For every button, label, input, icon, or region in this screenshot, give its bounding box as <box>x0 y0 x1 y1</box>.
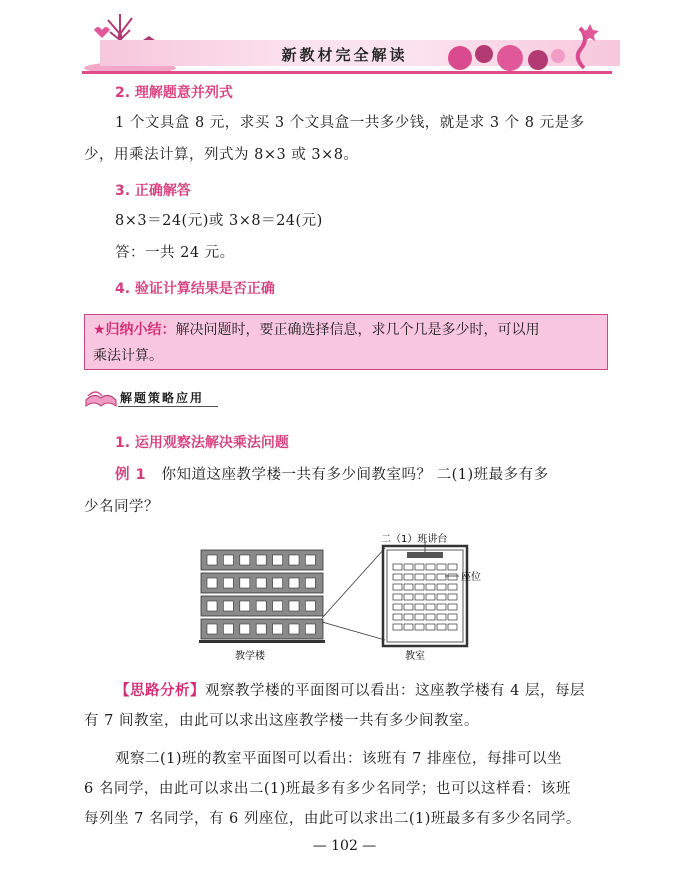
seat <box>448 604 457 610</box>
school-figure <box>195 528 495 664</box>
header-title: 新教材完全解读 <box>281 46 408 64</box>
classroom-diagram <box>383 546 467 646</box>
classroom-window <box>240 624 250 634</box>
classroom-window <box>289 555 299 565</box>
classroom-window <box>207 601 217 611</box>
seat <box>437 624 446 630</box>
classroom-window <box>273 601 283 611</box>
example-text: 你知道这座教学楼一共有多少间教室吗？ 二(1)班最多有多 <box>161 467 549 483</box>
seat <box>415 604 424 610</box>
classroom-window <box>256 601 266 611</box>
seat <box>404 584 413 590</box>
seat <box>393 594 402 600</box>
subsection-1-heading: 1. 运用观察法解决乘法问题 <box>115 435 289 451</box>
classroom-window <box>305 578 315 588</box>
seat <box>404 594 413 600</box>
callout-line-bottom <box>322 622 385 640</box>
classroom-window <box>240 601 250 611</box>
classroom-window <box>305 555 315 565</box>
seat <box>437 614 446 620</box>
summary-box <box>84 314 608 370</box>
section-2-line-1: 1 个文具盒 8 元，求买 3 个文具盒一共多少钱，就是求 3 个 8 元是多 <box>115 115 585 131</box>
classroom-window <box>273 578 283 588</box>
analysis-line-3: 观察二(1)班的教室平面图可以看出：该班有 7 排座位，每排可以坐 <box>115 751 562 767</box>
page-number: — 102 — <box>312 838 377 854</box>
seat <box>437 584 446 590</box>
podium-label: 二（1）班讲台 <box>381 534 448 545</box>
classroom-window <box>223 578 233 588</box>
seat <box>415 564 424 570</box>
classroom-window <box>223 601 233 611</box>
callout-line-top <box>322 548 385 618</box>
classroom-window <box>240 555 250 565</box>
section-4-heading: 4. 验证计算结果是否正确 <box>115 281 275 297</box>
seat <box>393 564 402 570</box>
building-diagram <box>199 550 325 643</box>
equation: 8×3＝24(元)或 3×8＝24(元) <box>115 213 323 229</box>
building-classroom-diagram <box>195 528 495 664</box>
answer: 答：一共 24 元。 <box>115 245 235 261</box>
classroom-window <box>273 624 283 634</box>
example-line-2: 少名同学？ <box>84 499 159 515</box>
bubbles-decoration-icon <box>440 18 610 72</box>
analysis-line-4: 6 名同学，由此可以求出二(1)班最多有多少名同学；也可以这样看：该班 <box>84 781 571 797</box>
classroom-window <box>207 555 217 565</box>
seat <box>404 604 413 610</box>
example-label: 例 1 <box>115 467 147 483</box>
podium <box>407 552 443 558</box>
page-header <box>0 0 689 80</box>
summary-line-1: 解决问题时，要正确选择信息，求几个几是多少时，可以用 <box>175 322 540 338</box>
section-2-line-2: 少，用乘法计算，列式为 8×3 或 3×8。 <box>84 147 359 163</box>
classroom-window <box>256 578 266 588</box>
classroom-window <box>256 624 266 634</box>
seat <box>415 584 424 590</box>
seat <box>437 574 446 580</box>
building-base <box>199 640 325 643</box>
classroom-window <box>289 601 299 611</box>
strategy-title: 解题策略应用 <box>120 391 205 405</box>
seat <box>437 594 446 600</box>
seat <box>426 594 435 600</box>
classroom-window <box>289 624 299 634</box>
classroom-window <box>240 578 250 588</box>
seat <box>448 624 457 630</box>
seat <box>415 614 424 620</box>
classroom-window <box>207 578 217 588</box>
seat <box>426 604 435 610</box>
classroom-window <box>305 601 315 611</box>
seat <box>426 624 435 630</box>
seat <box>393 574 402 580</box>
strategy-underline <box>118 406 218 407</box>
building-caption: 教学楼 <box>235 651 265 662</box>
summary-label: ★归纳小结： <box>93 322 176 338</box>
seat <box>404 574 413 580</box>
analysis-label: 【思路分析】 <box>115 683 205 699</box>
seat <box>437 604 446 610</box>
analysis-line-1 <box>115 676 585 706</box>
seat <box>448 584 457 590</box>
seat <box>448 614 457 620</box>
seat <box>426 574 435 580</box>
classroom-window <box>289 578 299 588</box>
seat <box>448 574 457 580</box>
seat <box>404 564 413 570</box>
seat <box>426 584 435 590</box>
classroom-window <box>305 624 315 634</box>
seat <box>404 614 413 620</box>
seat <box>448 564 457 570</box>
seat <box>415 574 424 580</box>
seat-label: 座位 <box>461 572 481 583</box>
seat <box>415 594 424 600</box>
classroom-window <box>256 555 266 565</box>
summary-line-2: 乘法计算。 <box>93 348 163 364</box>
seat <box>415 624 424 630</box>
classroom-window <box>207 624 217 634</box>
classroom-window <box>223 624 233 634</box>
seat <box>426 614 435 620</box>
classroom-window <box>273 555 283 565</box>
seat <box>404 624 413 630</box>
seat <box>393 584 402 590</box>
analysis-text-1: 观察教学楼的平面图可以看出：这座教学楼有 4 层，每层 <box>205 683 585 699</box>
seat <box>448 594 457 600</box>
analysis-line-5: 每列坐 7 名同学，有 6 列座位，由此可以求出二(1)班最多有多少名同学。 <box>84 811 581 827</box>
classroom-caption: 教室 <box>405 651 425 662</box>
seat <box>437 564 446 570</box>
section-2-heading: 2. 理解题意并列式 <box>115 85 233 101</box>
book-icon <box>84 386 118 410</box>
seat <box>426 564 435 570</box>
section-3-heading: 3. 正确解答 <box>115 183 191 199</box>
example-line-1 <box>115 460 549 490</box>
seat <box>393 614 402 620</box>
analysis-line-2: 有 7 间教室，由此可以求出这座教学楼一共有多少间教室。 <box>84 713 479 729</box>
seat <box>393 624 402 630</box>
seat <box>393 604 402 610</box>
header-rule <box>82 71 612 74</box>
classroom-window <box>223 555 233 565</box>
